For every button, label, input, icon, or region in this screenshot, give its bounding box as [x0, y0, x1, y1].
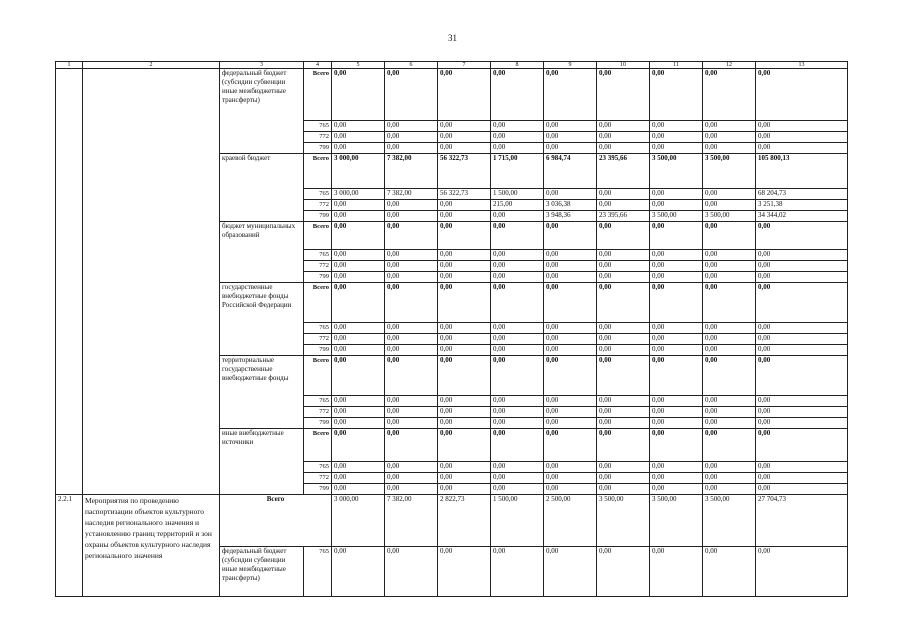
column-number-9: 9	[544, 62, 597, 69]
value-cell: 0,00	[597, 200, 650, 211]
value-cell: 0,00	[756, 283, 848, 323]
value-cell: 2 500,00	[544, 495, 597, 547]
value-cell: 0,00	[544, 69, 597, 121]
value-cell: 0,00	[438, 473, 491, 484]
value-cell: 0,00	[597, 484, 650, 495]
value-cell: 0,00	[703, 356, 756, 396]
value-cell: 0,00	[332, 143, 385, 154]
value-cell: 0,00	[438, 323, 491, 334]
value-cell: 0,00	[544, 261, 597, 272]
value-cell: 0,00	[544, 356, 597, 396]
total-label: Всего	[304, 356, 332, 396]
value-cell: 0,00	[756, 132, 848, 143]
total-label: Всего	[304, 69, 332, 121]
value-cell: 0,00	[332, 334, 385, 345]
value-cell: 0,00	[756, 121, 848, 132]
value-cell: 0,00	[332, 323, 385, 334]
value-cell: 0,00	[332, 407, 385, 418]
value-cell: 0,00	[756, 418, 848, 429]
column-number-10: 10	[597, 62, 650, 69]
value-cell: 0,00	[491, 473, 544, 484]
value-cell: 3 500,00	[650, 211, 703, 222]
budget-code: 799	[304, 418, 332, 429]
value-cell: 0,00	[438, 462, 491, 473]
value-cell: 0,00	[756, 143, 848, 154]
value-cell: 3 948,36	[544, 211, 597, 222]
value-cell: 0,00	[597, 407, 650, 418]
value-cell: 0,00	[544, 396, 597, 407]
table-row	[56, 495, 848, 547]
funding-source: краевой бюджет	[220, 154, 304, 222]
total-label: Всего	[304, 222, 332, 250]
value-cell: 0,00	[597, 462, 650, 473]
budget-code: 772	[304, 334, 332, 345]
item-total-label: Всего	[220, 495, 332, 547]
value-cell: 0,00	[332, 132, 385, 143]
value-cell: 0,00	[650, 473, 703, 484]
value-cell: 0,00	[756, 272, 848, 283]
column-number-1: 1	[56, 62, 83, 69]
value-cell: 0,00	[544, 473, 597, 484]
value-cell: 105 800,13	[756, 154, 848, 189]
value-cell: 0,00	[703, 69, 756, 121]
value-cell: 7 382,00	[385, 495, 438, 547]
value-cell: 0,00	[332, 473, 385, 484]
value-cell: 0,00	[544, 407, 597, 418]
value-cell: 0,00	[385, 484, 438, 495]
value-cell: 3 500,00	[703, 211, 756, 222]
value-cell: 0,00	[332, 462, 385, 473]
value-cell: 3 500,00	[703, 154, 756, 189]
budget-code: 772	[304, 200, 332, 211]
value-cell: 0,00	[438, 272, 491, 283]
value-cell: 0,00	[703, 222, 756, 250]
value-cell: 3 000,00	[332, 154, 385, 189]
value-cell: 0,00	[650, 462, 703, 473]
value-cell: 0,00	[703, 407, 756, 418]
value-cell: 0,00	[332, 121, 385, 132]
value-cell: 0,00	[650, 69, 703, 121]
value-cell: 0,00	[332, 211, 385, 222]
value-cell: 0,00	[438, 250, 491, 261]
value-cell: 0,00	[385, 334, 438, 345]
value-cell: 0,00	[650, 132, 703, 143]
value-cell: 2 822,73	[438, 495, 491, 547]
value-cell: 0,00	[650, 547, 703, 597]
value-cell: 0,00	[544, 121, 597, 132]
value-cell: 0,00	[385, 356, 438, 396]
value-cell: 0,00	[438, 356, 491, 396]
value-cell: 0,00	[385, 547, 438, 597]
column-number-7: 7	[438, 62, 491, 69]
value-cell: 0,00	[544, 132, 597, 143]
budget-code: 765	[304, 121, 332, 132]
value-cell: 3 000,00	[332, 189, 385, 200]
value-cell: 0,00	[491, 323, 544, 334]
value-cell: 0,00	[597, 396, 650, 407]
value-cell: 0,00	[703, 462, 756, 473]
total-label: Всего	[304, 429, 332, 462]
value-cell: 23 395,66	[597, 211, 650, 222]
value-cell: 0,00	[491, 396, 544, 407]
value-cell: 0,00	[385, 222, 438, 250]
column-number-8: 8	[491, 62, 544, 69]
value-cell: 0,00	[491, 418, 544, 429]
value-cell: 0,00	[703, 283, 756, 323]
value-cell: 0,00	[703, 261, 756, 272]
value-cell: 0,00	[491, 261, 544, 272]
value-cell: 6 984,74	[544, 154, 597, 189]
value-cell: 3 500,00	[650, 154, 703, 189]
budget-code: 765	[304, 250, 332, 261]
value-cell: 0,00	[703, 200, 756, 211]
value-cell: 0,00	[438, 484, 491, 495]
value-cell: 0,00	[491, 462, 544, 473]
value-cell: 0,00	[544, 462, 597, 473]
value-cell: 0,00	[597, 132, 650, 143]
value-cell: 0,00	[332, 484, 385, 495]
value-cell: 0,00	[544, 418, 597, 429]
value-cell: 56 322,73	[438, 189, 491, 200]
value-cell: 0,00	[756, 547, 848, 597]
value-cell: 0,00	[491, 345, 544, 356]
value-cell: 0,00	[703, 323, 756, 334]
budget-code: 799	[304, 143, 332, 154]
value-cell: 0,00	[597, 189, 650, 200]
column-number-12: 12	[703, 62, 756, 69]
value-cell: 0,00	[438, 69, 491, 121]
item-number-cell	[56, 69, 83, 495]
value-cell: 0,00	[703, 396, 756, 407]
value-cell: 1 500,00	[491, 495, 544, 547]
value-cell: 0,00	[385, 429, 438, 462]
value-cell: 0,00	[438, 334, 491, 345]
value-cell: 0,00	[544, 143, 597, 154]
value-cell: 0,00	[756, 261, 848, 272]
value-cell: 0,00	[650, 222, 703, 250]
value-cell: 0,00	[544, 250, 597, 261]
value-cell: 0,00	[703, 473, 756, 484]
value-cell: 0,00	[332, 200, 385, 211]
value-cell: 0,00	[597, 261, 650, 272]
budget-code: 772	[304, 473, 332, 484]
value-cell: 0,00	[597, 356, 650, 396]
value-cell: 0,00	[491, 547, 544, 597]
value-cell: 0,00	[491, 484, 544, 495]
value-cell: 0,00	[491, 429, 544, 462]
value-cell: 0,00	[332, 272, 385, 283]
column-number-6: 6	[385, 62, 438, 69]
value-cell: 0,00	[544, 222, 597, 250]
value-cell: 215,00	[491, 200, 544, 211]
total-label: Всего	[304, 154, 332, 189]
value-cell: 0,00	[703, 345, 756, 356]
value-cell: 0,00	[650, 121, 703, 132]
value-cell: 0,00	[756, 396, 848, 407]
budget-code: 765	[304, 396, 332, 407]
value-cell: 0,00	[491, 283, 544, 323]
column-number-11: 11	[650, 62, 703, 69]
value-cell: 0,00	[650, 396, 703, 407]
value-cell: 0,00	[597, 143, 650, 154]
budget-code: 765	[304, 189, 332, 200]
value-cell: 0,00	[756, 407, 848, 418]
value-cell: 7 382,00	[385, 154, 438, 189]
value-cell: 0,00	[597, 473, 650, 484]
value-cell: 0,00	[597, 323, 650, 334]
value-cell: 0,00	[650, 334, 703, 345]
value-cell: 0,00	[650, 429, 703, 462]
value-cell: 0,00	[438, 396, 491, 407]
value-cell: 0,00	[597, 69, 650, 121]
item-name: Мероприятия по проведению паспортизации объектов культурного наследия регионального значения и установлению границ территорий и зон охраны объектов культурного наследия регионального значения	[83, 495, 220, 597]
value-cell: 0,00	[756, 484, 848, 495]
value-cell: 0,00	[332, 356, 385, 396]
value-cell: 0,00	[438, 261, 491, 272]
value-cell: 0,00	[544, 484, 597, 495]
value-cell: 0,00	[438, 222, 491, 250]
funding-source: федеральный бюджет (субсидии субвенции иные межбюджетные трансферты)	[220, 69, 304, 154]
value-cell: 0,00	[385, 143, 438, 154]
value-cell: 0,00	[332, 222, 385, 250]
value-cell: 0,00	[597, 283, 650, 323]
table-row	[56, 69, 848, 121]
value-cell: 0,00	[703, 143, 756, 154]
value-cell: 0,00	[597, 222, 650, 250]
budget-code: 799	[304, 345, 332, 356]
value-cell: 0,00	[385, 132, 438, 143]
value-cell: 0,00	[385, 250, 438, 261]
funding-source: территориальные государственные внебюджетные фонды	[220, 356, 304, 429]
value-cell: 0,00	[650, 200, 703, 211]
budget-code: 772	[304, 261, 332, 272]
value-cell: 0,00	[756, 69, 848, 121]
value-cell: 0,00	[438, 547, 491, 597]
budget-code: 765	[304, 462, 332, 473]
value-cell: 0,00	[544, 334, 597, 345]
value-cell: 0,00	[703, 272, 756, 283]
value-cell: 0,00	[385, 261, 438, 272]
value-cell: 0,00	[491, 356, 544, 396]
column-number-4: 4	[304, 62, 332, 69]
value-cell: 0,00	[491, 132, 544, 143]
value-cell: 0,00	[544, 189, 597, 200]
funding-source: государственные внебюджетные фонды Российской Федерации	[220, 283, 304, 356]
budget-code: 799	[304, 272, 332, 283]
budget-code: 765	[304, 547, 332, 597]
value-cell: 0,00	[385, 345, 438, 356]
value-cell: 3 251,38	[756, 200, 848, 211]
value-cell: 0,00	[491, 334, 544, 345]
value-cell: 0,00	[650, 323, 703, 334]
column-number-3: 3	[220, 62, 304, 69]
value-cell: 1 715,00	[491, 154, 544, 189]
value-cell: 0,00	[597, 334, 650, 345]
value-cell: 0,00	[544, 283, 597, 323]
value-cell: 0,00	[385, 323, 438, 334]
value-cell: 0,00	[756, 345, 848, 356]
value-cell: 0,00	[597, 272, 650, 283]
value-cell: 0,00	[756, 429, 848, 462]
value-cell: 0,00	[703, 189, 756, 200]
value-cell: 0,00	[332, 547, 385, 597]
value-cell: 0,00	[438, 418, 491, 429]
value-cell: 3 000,00	[332, 495, 385, 547]
value-cell: 0,00	[703, 484, 756, 495]
value-cell: 0,00	[544, 429, 597, 462]
value-cell: 56 322,73	[438, 154, 491, 189]
value-cell: 0,00	[385, 407, 438, 418]
value-cell: 0,00	[756, 334, 848, 345]
value-cell: 0,00	[491, 407, 544, 418]
value-cell: 0,00	[332, 283, 385, 323]
value-cell: 0,00	[438, 407, 491, 418]
budget-code: 772	[304, 132, 332, 143]
value-cell: 0,00	[438, 211, 491, 222]
value-cell: 3 500,00	[597, 495, 650, 547]
column-number-5: 5	[332, 62, 385, 69]
value-cell: 0,00	[332, 396, 385, 407]
column-number-2: 2	[83, 62, 220, 69]
value-cell: 0,00	[650, 261, 703, 272]
value-cell: 0,00	[385, 418, 438, 429]
item-number: 2.2.1	[56, 495, 83, 597]
value-cell: 0,00	[650, 272, 703, 283]
value-cell: 0,00	[756, 462, 848, 473]
value-cell: 0,00	[332, 429, 385, 462]
value-cell: 0,00	[597, 547, 650, 597]
value-cell: 1 500,00	[491, 189, 544, 200]
value-cell: 0,00	[703, 418, 756, 429]
value-cell: 0,00	[703, 121, 756, 132]
budget-code: 772	[304, 407, 332, 418]
value-cell: 0,00	[438, 132, 491, 143]
value-cell: 0,00	[491, 69, 544, 121]
item-name-cell	[83, 69, 220, 495]
value-cell: 0,00	[703, 334, 756, 345]
value-cell: 0,00	[650, 143, 703, 154]
value-cell: 0,00	[491, 222, 544, 250]
value-cell: 0,00	[597, 418, 650, 429]
value-cell: 0,00	[544, 547, 597, 597]
value-cell: 0,00	[385, 272, 438, 283]
value-cell: 27 704,73	[756, 495, 848, 547]
value-cell: 0,00	[650, 250, 703, 261]
value-cell: 0,00	[332, 345, 385, 356]
value-cell: 3 500,00	[650, 495, 703, 547]
value-cell: 0,00	[385, 69, 438, 121]
value-cell: 0,00	[703, 250, 756, 261]
value-cell: 0,00	[491, 211, 544, 222]
value-cell: 68 204,73	[756, 189, 848, 200]
value-cell: 0,00	[756, 356, 848, 396]
value-cell: 0,00	[385, 283, 438, 323]
value-cell: 0,00	[438, 143, 491, 154]
value-cell: 0,00	[438, 429, 491, 462]
value-cell: 0,00	[438, 345, 491, 356]
value-cell: 0,00	[438, 121, 491, 132]
value-cell: 0,00	[756, 323, 848, 334]
value-cell: 0,00	[650, 345, 703, 356]
value-cell: 0,00	[756, 222, 848, 250]
value-cell: 7 382,00	[385, 189, 438, 200]
value-cell: 0,00	[491, 272, 544, 283]
budget-code: 799	[304, 211, 332, 222]
value-cell: 0,00	[650, 407, 703, 418]
value-cell: 0,00	[756, 473, 848, 484]
value-cell: 0,00	[491, 250, 544, 261]
value-cell: 34 344,02	[756, 211, 848, 222]
value-cell: 3 500,00	[703, 495, 756, 547]
value-cell: 0,00	[650, 484, 703, 495]
value-cell: 0,00	[650, 418, 703, 429]
value-cell: 0,00	[597, 250, 650, 261]
value-cell: 0,00	[597, 121, 650, 132]
value-cell: 0,00	[703, 429, 756, 462]
funding-source: федеральный бюджет (субсидии субвенции иные межбюджетные трансферты)	[220, 547, 304, 597]
value-cell: 0,00	[544, 272, 597, 283]
value-cell: 0,00	[438, 200, 491, 211]
column-numbers-row	[56, 62, 848, 69]
value-cell: 23 395,66	[597, 154, 650, 189]
funding-source: иные внебюджетные источники	[220, 429, 304, 495]
value-cell: 0,00	[438, 283, 491, 323]
page-number: 31	[448, 33, 457, 43]
value-cell: 0,00	[650, 356, 703, 396]
budget-code: 765	[304, 323, 332, 334]
value-cell: 0,00	[756, 250, 848, 261]
value-cell: 0,00	[597, 429, 650, 462]
value-cell: 0,00	[385, 121, 438, 132]
value-cell: 3 036,38	[544, 200, 597, 211]
value-cell: 0,00	[332, 418, 385, 429]
budget-table	[55, 61, 848, 597]
value-cell: 0,00	[650, 189, 703, 200]
value-cell: 0,00	[544, 323, 597, 334]
value-cell: 0,00	[544, 345, 597, 356]
value-cell: 0,00	[385, 200, 438, 211]
value-cell: 0,00	[650, 283, 703, 323]
total-label: Всего	[304, 283, 332, 323]
value-cell: 0,00	[385, 473, 438, 484]
value-cell: 0,00	[491, 121, 544, 132]
value-cell: 0,00	[385, 211, 438, 222]
funding-source: бюджет муниципальных образований	[220, 222, 304, 283]
value-cell: 0,00	[332, 69, 385, 121]
value-cell: 0,00	[332, 250, 385, 261]
budget-code: 799	[304, 484, 332, 495]
value-cell: 0,00	[385, 462, 438, 473]
value-cell: 0,00	[491, 143, 544, 154]
value-cell: 0,00	[332, 261, 385, 272]
column-number-13: 13	[756, 62, 848, 69]
value-cell: 0,00	[703, 547, 756, 597]
value-cell: 0,00	[597, 345, 650, 356]
value-cell: 0,00	[385, 396, 438, 407]
value-cell: 0,00	[703, 132, 756, 143]
